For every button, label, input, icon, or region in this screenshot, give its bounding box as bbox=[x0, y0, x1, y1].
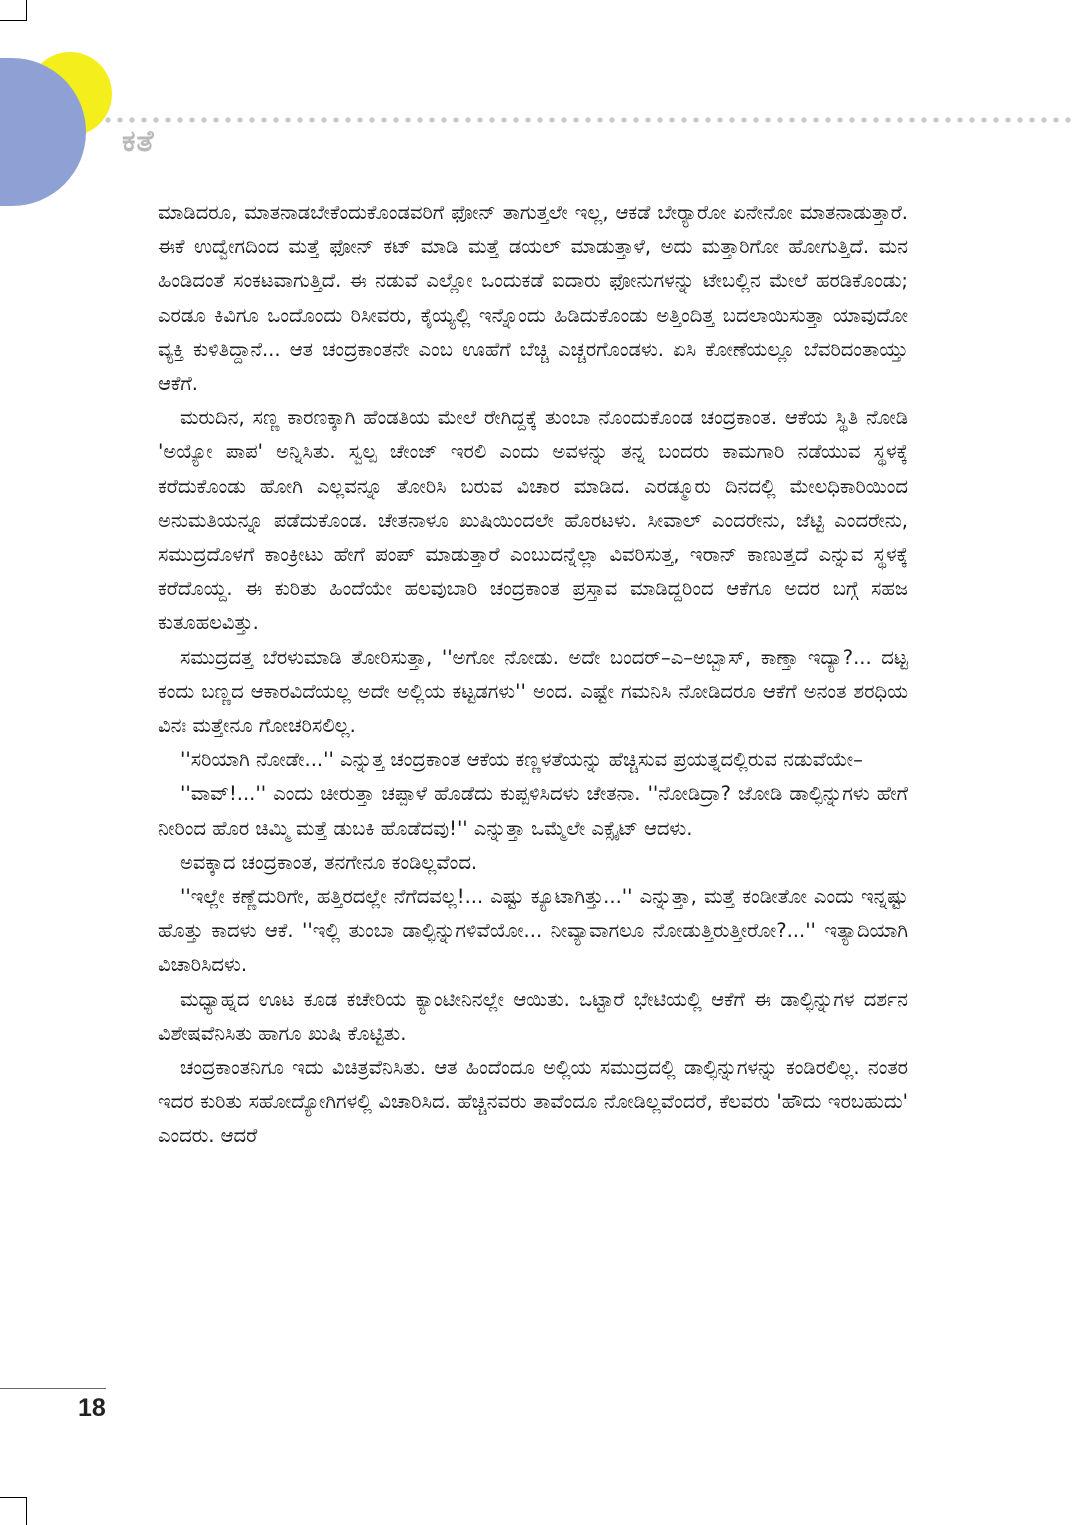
paragraph: ಸಮುದ್ರದತ್ತ ಬೆರಳುಮಾಡಿ ತೋರಿಸುತ್ತಾ, ''ಅಗೋ ನೋಡು. ಅದೇ ಬಂದರ್–ಎ–ಅಬ್ಬಾಸ್, ಕಾಣ್ತಾ ಇದ್ಯಾ?... ದಟ್ಟ ಕಂದು ಬಣ್ಣದ ಆಕಾರವಿದೆಯಲ್ಲ ಅದೇ ಅಲ್ಲಿಯ ಕಟ್ಟಡಗಳು'' ಅಂದ. ಎಷ್ಟೇ ಗಮನಿಸಿ ನೋಡಿದರೂ ಆಕೆಗೆ ಅನಂತ ಶರಧಿಯ ವಿನಃ ಮತ್ತೇನೂ ಗೋಚರಿಸಲಿಲ್ಲ. bbox=[158, 645, 908, 738]
paragraph: ಚಂದ್ರಕಾಂತನಿಗೂ ಇದು ವಿಚಿತ್ರವೆನಿಸಿತು. ಆತ ಹಿಂದೆಂದೂ ಅಲ್ಲಿಯ ಸಮುದ್ರದಲ್ಲಿ ಡಾಲ್ಫಿನ್ನುಗಳನ್ನು ಕಂಡಿರಲಿಲ್ಲ. ನಂತರ ಇದರ ಕುರಿತು ಸಹೋದ್ಯೋಗಿಗಳಲ್ಲಿ ವಿಚಾರಿಸಿದ. ಹೆಚ್ಚಿನವರು ತಾವೆಂದೂ ನೋಡಿಲ್ಲವೆಂದರೆ, ಕೆಲವರು 'ಹೌದು ಇರಬಹುದು' ಎಂದರು. ಆದರೆ bbox=[158, 1056, 908, 1148]
crop-mark-top-horizontal bbox=[0, 20, 27, 21]
page-number-rule bbox=[0, 1388, 106, 1389]
paragraph: ''ಸರಿಯಾಗಿ ನೋಡೇ...'' ಎನ್ನುತ್ತ ಚಂದ್ರಕಾಂತ ಆಕೆಯ ಕಣ್ಣಳತೆಯನ್ನು ಹೆಚ್ಚಿಸುವ ಪ್ರಯತ್ನದಲ್ಲಿರುವ ನಡುವೆಯೇ– bbox=[180, 748, 863, 772]
crop-mark-top-vertical bbox=[26, 0, 27, 20]
crop-mark-bottom-horizontal bbox=[0, 1497, 27, 1498]
crop-mark-bottom-vertical bbox=[26, 1497, 27, 1525]
paragraph: ಮರುದಿನ, ಸಣ್ಣ ಕಾರಣಕ್ಕಾಗಿ ಹೆಂಡತಿಯ ಮೇಲೆ ರೇಗಿದ್ದಕ್ಕೆ ತುಂಬಾ ನೊಂದುಕೊಂಡ ಚಂದ್ರಕಾಂತ. ಆಕೆಯ ಸ್ಥಿತಿ ನೋಡಿ 'ಅಯ್ಯೋ ಪಾಪ' ಅನ್ನಿಸಿತು. ಸ್ವಲ್ಪ ಚೇಂಜ್ ಇರಲಿ ಎಂದು ಅವಳನ್ನು ತನ್ನ ಬಂದರು ಕಾಮಗಾರಿ ನಡೆಯುವ ಸ್ಥಳಕ್ಕೆ ಕರೆದುಕೊಂಡು ಹೋಗಿ ಎಲ್ಲವನ್ನೂ ತೋರಿಸಿ ಬರುವ ವಿಚಾರ ಮಾಡಿದ. ಎರಡ್ಮೂರು ದಿನದಲ್ಲಿ ಮೇಲಧಿಕಾರಿಯಿಂದ ಅನುಮತಿಯನ್ನೂ ಪಡೆದುಕೊಂಡ. ಚೇತನಾಳೂ ಖುಷಿಯಿಂದಲೇ ಹೊರಟಳು. ಸೀವಾಲ್ ಎಂದರೇನು, ಜೆಟ್ಟಿ ಎಂದರೇನು, ಸಮುದ್ರದೊಳಗೆ ಕಾಂಕ್ರೀಟು ಹೇಗೆ ಪಂಪ್ ಮಾಡುತ್ತಾರೆ ಎಂಬುದನ್ನೆಲ್ಲಾ ವಿವರಿಸುತ್ತ, ಇರಾನ್ ಕಾಣುತ್ತದೆ ಎನ್ನುವ ಸ್ಥಳಕ್ಕೆ ಕರೆದೊಯ್ದ. ಈ ಕುರಿತು ಹಿಂದೆಯೇ ಹಲವುಬಾರಿ ಚಂದ್ರಕಾಂತ ಪ್ರಸ್ತಾವ ಮಾಡಿದ್ದರಿಂದ ಆಕೆಗೂ ಅದರ ಬಗ್ಗೆ ಸಹಜ ಕುತೂಹಲವಿತ್ತು. bbox=[158, 406, 908, 635]
story-body bbox=[158, 196, 908, 1154]
paragraph: ಅವಕ್ಕಾದ ಚಂದ್ರಕಾಂತ, ತನಗೇನೂ ಕಂಡಿಲ್ಲವೆಂದ. bbox=[180, 850, 478, 874]
paragraph: ''ವಾವ್!...'' ಎಂದು ಚೀರುತ್ತಾ ಚಪ್ಪಾಳೆ ಹೊಡೆದು ಕುಪ್ಪಳಿಸಿದಳು ಚೇತನಾ. ''ನೋಡಿದ್ರಾ? ಜೋಡಿ ಡಾಲ್ಫಿನ್ನುಗಳು ಹೇಗೆ ನೀರಿಂದ ಹೊರ ಚಿಮ್ಮಿ ಮತ್ತೆ ಡುಬಕಿ ಹೊಡೆದವು!'' ಎನ್ನುತ್ತಾ ಒಮ್ಮೆಲೇ ಎಕ್ಸೈಟ್ ಆದಳು. bbox=[158, 782, 908, 840]
dotted-header-rule bbox=[102, 116, 1072, 124]
section-title: ಕತೆ bbox=[122, 124, 155, 159]
page-number: 18 bbox=[78, 1394, 106, 1422]
paragraph: ಮಧ್ಯಾಹ್ನದ ಊಟ ಕೂಡ ಕಚೇರಿಯ ಕ್ಯಾಂಟೀನಿನಲ್ಲೇ ಆಯಿತು. ಒಟ್ಟಾರೆ ಭೇಟಿಯಲ್ಲಿ ಆಕೆಗೆ ಈ ಡಾಲ್ಫಿನ್ನುಗಳ ದರ್ಶನ ವಿಶೇಷವೆನಿಸಿತು ಹಾಗೂ ಖುಷಿ ಕೊಟ್ಟಿತು. bbox=[158, 987, 908, 1045]
paragraph: ''ಇಲ್ಲೇ ಕಣ್ಣೆದುರಿಗೇ, ಹತ್ತಿರದಲ್ಲೇ ನೆಗೆದವಲ್ಲ!... ಎಷ್ಟು ಕ್ಯೂಟಾಗಿತ್ತು...'' ಎನ್ನುತ್ತಾ, ಮತ್ತೆ ಕಂಡೀತೋ ಎಂದು ಇನ್ನಷ್ಟು ಹೊತ್ತು ಕಾದಳು ಆಕೆ. ''ಇಲ್ಲಿ ತುಂಬಾ ಡಾಲ್ಫಿನ್ನುಗಳಿವೆಯೋ... ನೀವ್ಯಾವಾಗಲೂ ನೋಡುತ್ತಿರುತ್ತೀರೋ?...'' ಇತ್ಯಾದಿಯಾಗಿ ವಿಚಾರಿಸಿದಳು. bbox=[158, 885, 908, 977]
paragraph: ಮಾಡಿದರೂ, ಮಾತನಾಡಬೇಕೆಂದುಕೊಂಡವರಿಗೆ ಫೋನ್ ತಾಗುತ್ತಲೇ ಇಲ್ಲ, ಆಕಡೆ ಬೇರ್‍ಯಾರೋ ಏನೇನೋ ಮಾತನಾಡುತ್ತಾರೆ. ಈಕೆ ಉದ್ವೇಗದಿಂದ ಮತ್ತೆ ಫೋನ್ ಕಟ್ ಮಾಡಿ ಮತ್ತೆ ಡಯಲ್ ಮಾಡುತ್ತಾಳೆ, ಅದು ಮತ್ತಾರಿಗೋ ಹೋಗುತ್ತಿದೆ. ಮನ ಹಿಂಡಿದಂತೆ ಸಂಕಟವಾಗುತ್ತಿದೆ. ಈ ನಡುವೆ ಎಲ್ಲೋ ಒಂದುಕಡೆ ಐದಾರು ಫೋನುಗಳನ್ನು ಟೇಬಲ್ಲಿನ ಮೇಲೆ ಹರಡಿಕೊಂಡು; ಎರಡೂ ಕಿವಿಗೂ ಒಂದೊಂದು ರಿಸೀವರು, ಕೈಯ್ಯಲ್ಲಿ ಇನ್ನೊಂದು ಹಿಡಿದುಕೊಂಡು ಅತ್ತಿಂದಿತ್ತ ಬದಲಾಯಿಸುತ್ತಾ ಯಾವುದೋ ವ್ಯಕ್ತಿ ಕುಳಿತಿದ್ದಾನೆ... ಆತ ಚಂದ್ರಕಾಂತನೇ ಎಂಬ ಊಹೆಗೆ ಬೆಚ್ಚಿ ಎಚ್ಚರಗೊಂಡಳು. ಏಸಿ ಕೋಣೆಯಲ್ಲೂ ಬೆವರಿದಂತಾಯ್ತು ಆಕೆಗೆ. bbox=[158, 201, 908, 396]
